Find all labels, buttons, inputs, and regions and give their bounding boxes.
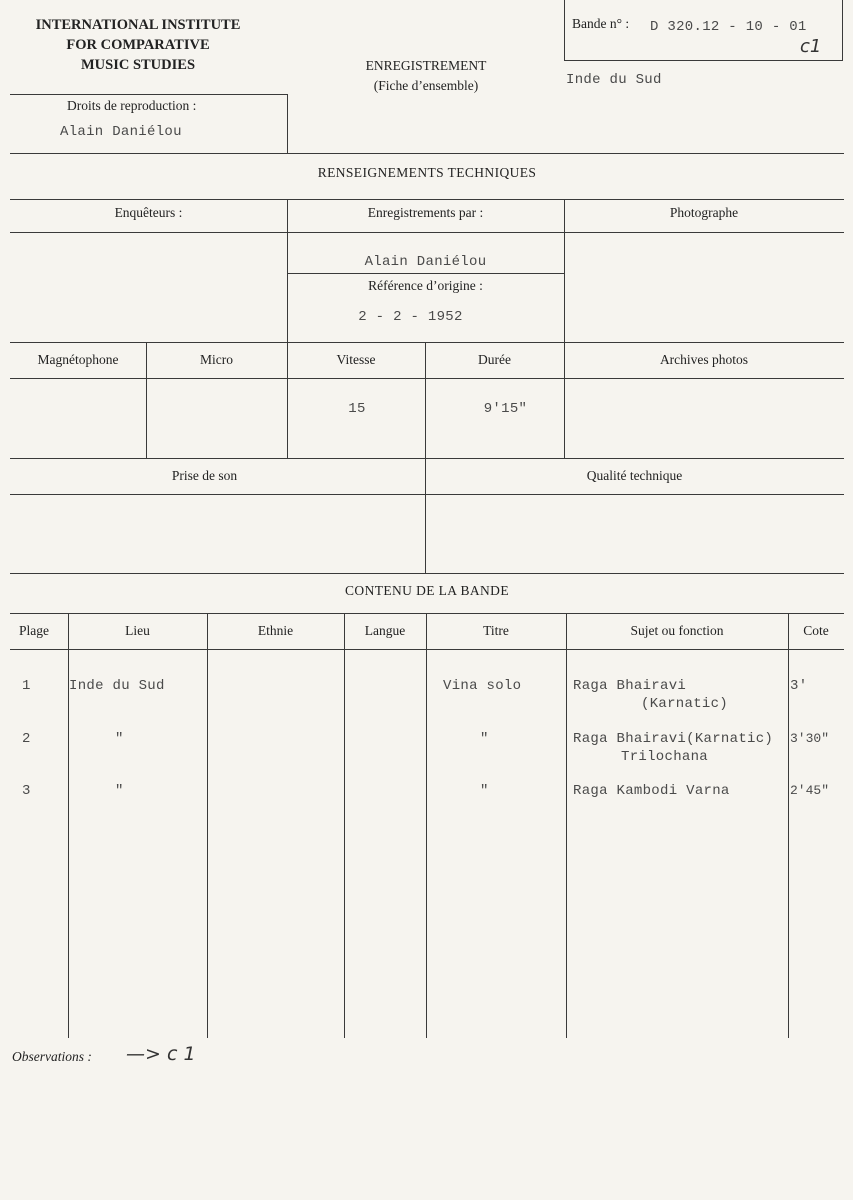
enqueteurs-label: Enquêteurs : xyxy=(114,205,183,220)
row-2-titre-ditto: " xyxy=(480,731,489,747)
divider-prise-header-bottom xyxy=(10,494,844,495)
archives-label: Archives photos xyxy=(659,352,749,367)
reference-label: Référence d’origine : xyxy=(368,278,483,293)
col-divider-langue xyxy=(426,613,427,1038)
col-header-lieu: Lieu xyxy=(125,623,150,638)
technique-section-title: RENSEIGNEMENTS TECHNIQUES xyxy=(317,165,537,180)
row-1-titre: Vina solo xyxy=(443,678,522,694)
row-1-sujet-line1: Raga Bhairavi xyxy=(573,678,687,694)
form-title xyxy=(326,56,526,96)
form-title-sub: (Fiche d’ensemble) xyxy=(373,78,479,93)
row-1-sujet-line2: (Karnatic) xyxy=(641,696,729,712)
row-3-titre-ditto: " xyxy=(480,783,489,799)
row-2-plage: 2 xyxy=(22,731,31,747)
col-header-plage: Plage xyxy=(19,623,49,638)
droits-value: Alain Daniélou xyxy=(60,124,182,140)
divider-prise-top xyxy=(10,458,844,459)
bande-box-left-border xyxy=(564,0,565,60)
row-1-cote: 3' xyxy=(790,678,808,694)
prise-label: Prise de son xyxy=(171,468,238,483)
row-1-lieu: Inde du Sud xyxy=(69,678,165,694)
bande-box-right-border xyxy=(842,0,843,60)
divider-technique-top xyxy=(10,153,844,154)
col-divider-ethnie xyxy=(344,613,345,1038)
duree-value: 9'15" xyxy=(483,401,528,417)
region: Inde du Sud xyxy=(566,72,662,88)
col-header-sujet: Sujet ou fonction xyxy=(630,623,724,638)
divider-contenu-top xyxy=(10,573,844,574)
micro-label: Micro xyxy=(200,352,233,367)
divider-equipment-header-bottom xyxy=(10,378,844,379)
divider-table-header-bottom xyxy=(10,649,844,650)
enregistrements-label: Enregistrements par : xyxy=(367,205,484,220)
row-3-plage: 3 xyxy=(22,783,31,799)
col-header-ethnie: Ethnie xyxy=(257,623,294,638)
row-2-sujet-line2: Trilochana xyxy=(621,749,709,765)
divider-technique-header-top xyxy=(10,199,844,200)
qualite-label: Qualité technique xyxy=(586,468,683,483)
bande-label: Bande n° : xyxy=(572,16,630,31)
divider-technique-header-bottom xyxy=(10,232,844,233)
institute-line-2: FOR COMPARATIVE xyxy=(66,37,210,53)
vitesse-value: 15 xyxy=(348,401,366,417)
row-3-cote: 2'45" xyxy=(790,783,830,798)
col-header-cote: Cote xyxy=(803,623,829,638)
row-2-sujet-line1: Raga Bhairavi(Karnatic) xyxy=(573,731,774,747)
row-3-lieu-ditto: " xyxy=(115,783,124,799)
form-title-main: ENREGISTREMENT xyxy=(365,58,487,73)
bande-handwritten-note: c1 xyxy=(800,36,822,57)
enregistrements-value: Alain Daniélou xyxy=(364,254,487,270)
row-2-cote: 3'30" xyxy=(790,731,830,746)
institute-line-1: INTERNATIONAL INSTITUTE xyxy=(35,17,241,33)
col-divider-lieu xyxy=(207,613,208,1038)
col-divider-titre xyxy=(566,613,567,1038)
bande-box-bottom-border xyxy=(564,60,843,61)
row-3-sujet-line1: Raga Kambodi Varna xyxy=(573,783,730,799)
institute-line-3: MUSIC STUDIES xyxy=(80,57,196,73)
row-1-plage: 1 xyxy=(22,678,31,694)
col-divider-plage xyxy=(68,613,69,1038)
reference-value: 2 - 2 - 1952 xyxy=(358,309,463,325)
bande-number: D 320.12 - 10 - 01 xyxy=(650,19,807,35)
droits-label: Droits de reproduction : xyxy=(67,98,197,113)
col-header-langue: Langue xyxy=(364,623,406,638)
vitesse-label: Vitesse xyxy=(336,352,376,367)
col-divider-sujet xyxy=(788,613,789,1038)
row-2-lieu-ditto: " xyxy=(115,731,124,747)
col-header-titre: Titre xyxy=(483,623,509,638)
contenu-section-title: CONTENU DE LA BANDE xyxy=(345,583,509,598)
droits-box-right-border xyxy=(287,94,288,154)
divider-equipment-top xyxy=(10,342,844,343)
institute-name xyxy=(8,15,268,75)
observations-handwritten: —> c 1 xyxy=(126,1043,196,1065)
duree-label: Durée xyxy=(478,352,511,367)
observations-label: Observations : xyxy=(12,1049,92,1064)
photographe-label: Photographe xyxy=(669,205,739,220)
magnetophone-label: Magnétophone xyxy=(37,352,119,367)
divider-table-header-top xyxy=(10,613,844,614)
droits-box-top-border xyxy=(10,94,288,95)
divider-reference xyxy=(287,273,564,274)
